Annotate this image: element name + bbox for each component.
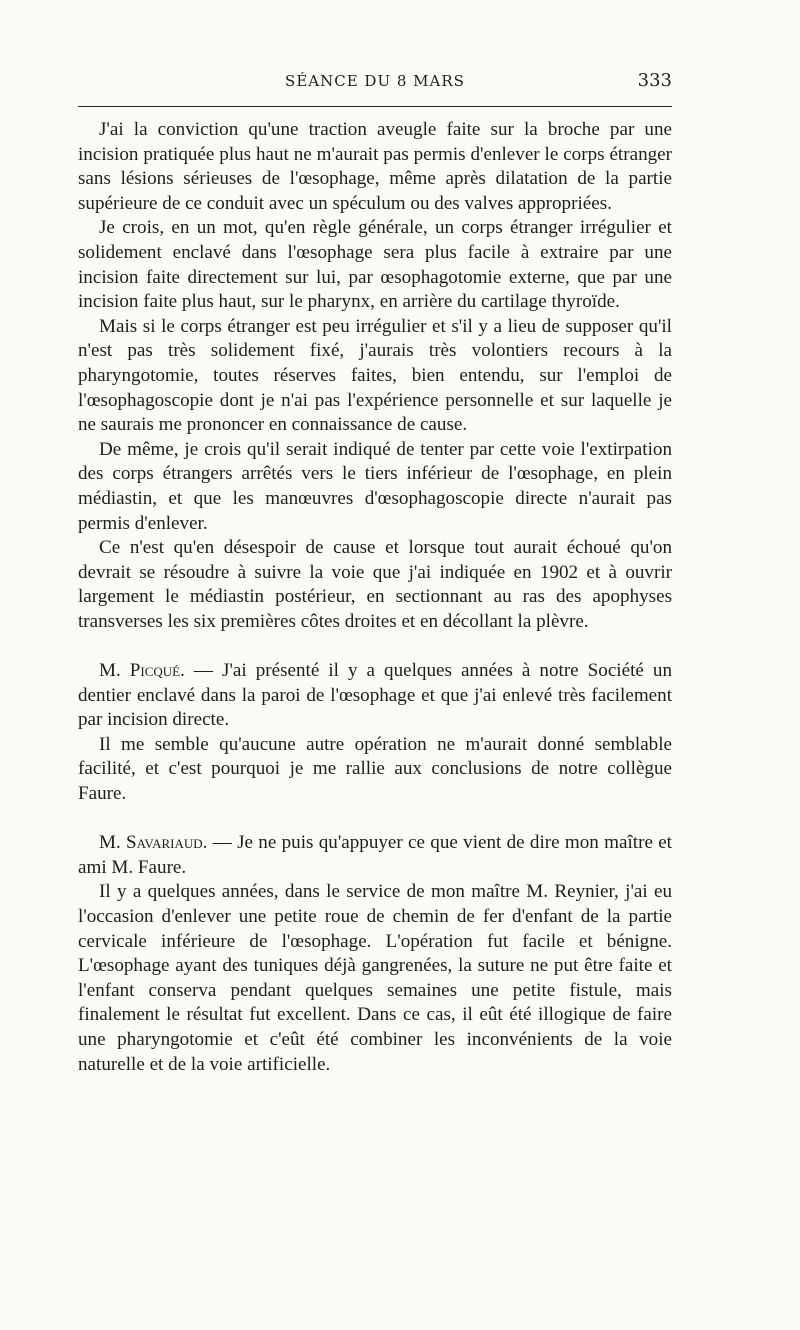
- body-text: [78, 118, 672, 1077]
- paragraph-text: — Je ne puis qu'appuyer ce que vient de dire mon maître et ami M. Faure.: [78, 832, 672, 878]
- running-title: SÉANCE DU 8 MARS: [285, 72, 465, 90]
- paragraph: [78, 438, 672, 536]
- running-head: [78, 66, 672, 96]
- paragraph-text: Mais si le corps étranger est peu irrégulier et s'il y a lieu de supposer qu'il n'est pas très solidement fixé, j'aurais très volontiers recours à la pharyngotomie, toutes réserves faites, bien entendu, sur l'emploi de l'œsophagoscopie dont je n'ai pas l'expérience personnelle et sur laquelle je ne saurais me prononcer en connaissance de cause.: [78, 315, 672, 436]
- header-rule: [78, 106, 672, 107]
- paragraph-speaker-picque: [78, 659, 672, 733]
- paragraph: [78, 733, 672, 807]
- paragraph-text: Il me semble qu'aucune autre opération ne m'aurait donné semblable facilité, et c'est pourquoi je me rallie aux conclusions de notre collègue Faure.: [78, 733, 672, 805]
- speaker-name: M. Savariaud.: [99, 832, 208, 854]
- page-number: 333: [637, 70, 672, 91]
- paragraph: [78, 118, 672, 216]
- paragraph-speaker-savariaud: [78, 831, 672, 880]
- paragraph-text: De même, je crois qu'il serait indiqué de tenter par cette voie l'extirpation des corps étrangers arrêtés vers le tiers inférieur de l'œsophage, en plein médiastin, et que les manœuvres d'œsophagoscopie directe n'aurait pas permis d'enlever.: [78, 438, 672, 534]
- paragraph-text: Je crois, en un mot, qu'en règle générale, un corps étranger irrégulier et solidement enclavé dans l'œsophage sera plus facile à extraire par une incision faite directement sur lui, par œsophagotomie externe, que par une incision faite plus haut, sur le pharynx, en arrière du cartilage thyroïde.: [78, 217, 672, 313]
- paragraph-text: Il y a quelques années, dans le service de mon maître M. Reynier, j'ai eu l'occasion d'enlever une petite roue de chemin de fer d'enfant de la partie cervicale inférieure de l'œsophage. L'opération fut facile et bénigne. L'œsophage ayant des tuniques déjà gangrenées, la suture ne put être faite et l'enfant conserva pendant quelques semaines une petite fistule, mais finalement le résultat fut excellent. Dans ce cas, il eût été illogique de faire une pharyngotomie et c'eût été combiner les inconvénients de la voie naturelle et de la voie artificielle.: [78, 881, 672, 1075]
- paragraph: [78, 536, 672, 634]
- paragraph-text: Ce n'est qu'en désespoir de cause et lorsque tout aurait échoué qu'on devrait se résoudre à suivre la voie que j'ai indiquée en 1902 et à ouvrir largement le médiastin postérieur, en sectionnant au ras des apophyses transverses les six premières côtes droites et en décollant la plèvre.: [78, 537, 672, 632]
- paragraph-text: J'ai la conviction qu'une traction aveugle faite sur la broche par une incision pratiquée plus haut ne m'aurait pas permis d'enlever le corps étranger sans lésions sérieuses de l'œsophage, même après dilatation de la partie supérieure de ce conduit avec un spéculum ou des valves appropriées.: [78, 119, 672, 214]
- paragraph: [78, 880, 672, 1077]
- paragraph: [78, 216, 672, 314]
- paragraph: [78, 315, 672, 438]
- speaker-name: M. Picqué.: [99, 660, 185, 682]
- paragraph-text: — J'ai présenté il y a quelques années à notre Société un dentier enclavé dans la paroi de l'œsophage et que j'ai enlevé très facilement par incision directe.: [78, 660, 672, 731]
